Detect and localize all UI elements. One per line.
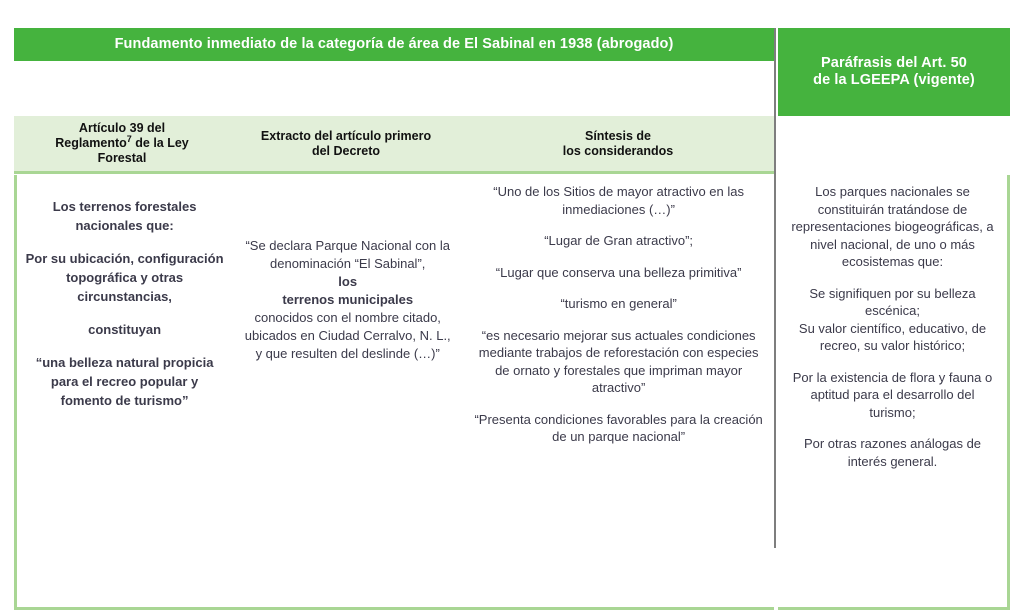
col2-para-1: “Se declara Parque Nacional con la denominación “El Sabinal”,: [245, 238, 450, 271]
col2-para-2: conocidos con el nombre citado, ubicados en Ciudad Cerralvo, N. L., y que resulten del deslinde (…)”: [244, 310, 451, 361]
header-col4-title-line1: Paráfrasis del Art. 50: [821, 55, 967, 71]
subheader-col3-line1: Síntesis de: [584, 128, 651, 143]
col3-para-1: “Uno de los Sitios de mayor atractivo en las inmediaciones (…)”: [493, 184, 744, 217]
col3-para-6: “Presenta condiciones favorables para la creación de un parque nacional”: [474, 411, 763, 444]
subheader-col2: [230, 116, 462, 171]
body-cell-col3: [463, 175, 774, 607]
col2-bold-1: los: [338, 274, 358, 289]
col1-para-2: Por su ubicación, configuración topográfica y otras circunstancias,: [25, 251, 224, 304]
subheader-col3: [462, 116, 774, 171]
header-col4-title: [778, 28, 1010, 116]
footnote-marker: 7: [126, 133, 132, 144]
table-body-row: [14, 175, 1010, 610]
subheader-col1-line2-pre: Reglamento: [55, 136, 127, 150]
col3-para-4: “turismo en general”: [560, 296, 677, 311]
col2-bold-2: terrenos municipales: [282, 292, 414, 307]
body-cell-col2: [232, 175, 463, 607]
subheader-col2-line1: Extracto del artículo primero: [260, 128, 432, 143]
subheader-col1-line1: Artículo 39 del: [78, 121, 166, 135]
subheader-col4-filler: [778, 116, 1010, 174]
subheader-band: [14, 116, 774, 174]
col3-para-3: “Lugar que conserva una belleza primitiva”: [495, 264, 742, 280]
body-right-group: [778, 175, 1010, 610]
col3-para-2: “Lugar de Gran atractivo”;: [544, 233, 694, 248]
col4-para-2: Se signifiquen por su belleza escénica; Su valor científico, educativo, de recreo, su valor histórico;: [798, 285, 987, 353]
subheader-col1-line2-post: de la Ley: [131, 136, 189, 150]
subheader-col1-line2: [55, 133, 189, 151]
body-cell-col1: [17, 175, 232, 607]
col4-para-1: Los parques nacionales se constituirán tratándose de representaciones biogeográficas, a nivel nacional, de uno o más ecosistemas que:: [791, 184, 994, 269]
comparison-table: [14, 28, 1010, 610]
header-span-group: [14, 28, 774, 116]
subheader-col1-line3: Forestal: [97, 151, 147, 165]
body-left-group: [14, 175, 774, 610]
col1-para-3: constituyan: [88, 322, 162, 337]
subheader-col1: [14, 116, 230, 171]
body-cell-col4: [778, 175, 1007, 607]
header-col4-group: [778, 28, 1010, 116]
column-separator-rule: [774, 28, 776, 548]
col4-para-4: Por otras razones análogas de interés general.: [803, 436, 982, 469]
subheader-span-group: [14, 116, 774, 174]
col1-para-4: “una belleza natural propicia para el recreo popular y fomento de turismo”: [35, 355, 214, 408]
table-subheader-row: [14, 116, 1010, 174]
subheader-col3-line2: los considerandos: [562, 143, 674, 158]
header-col4-title-line2: de la LGEEPA (vigente): [813, 72, 975, 88]
col4-para-3: Por la existencia de flora y fauna o aptitud para el desarrollo del turismo;: [792, 369, 993, 420]
col3-para-5: “es necesario mejorar sus actuales condiciones mediante trabajos de reforestación con especies de ornato y forestales que impriman mayor atractivo”: [478, 327, 759, 395]
subheader-col2-line2: del Decreto: [311, 143, 381, 158]
header-span-title: Fundamento inmediato de la categoría de área de El Sabinal en 1938 (abrogado): [14, 28, 774, 61]
table-header-row: [14, 28, 1010, 116]
col1-para-1: Los terrenos forestales nacionales que:: [52, 199, 197, 233]
